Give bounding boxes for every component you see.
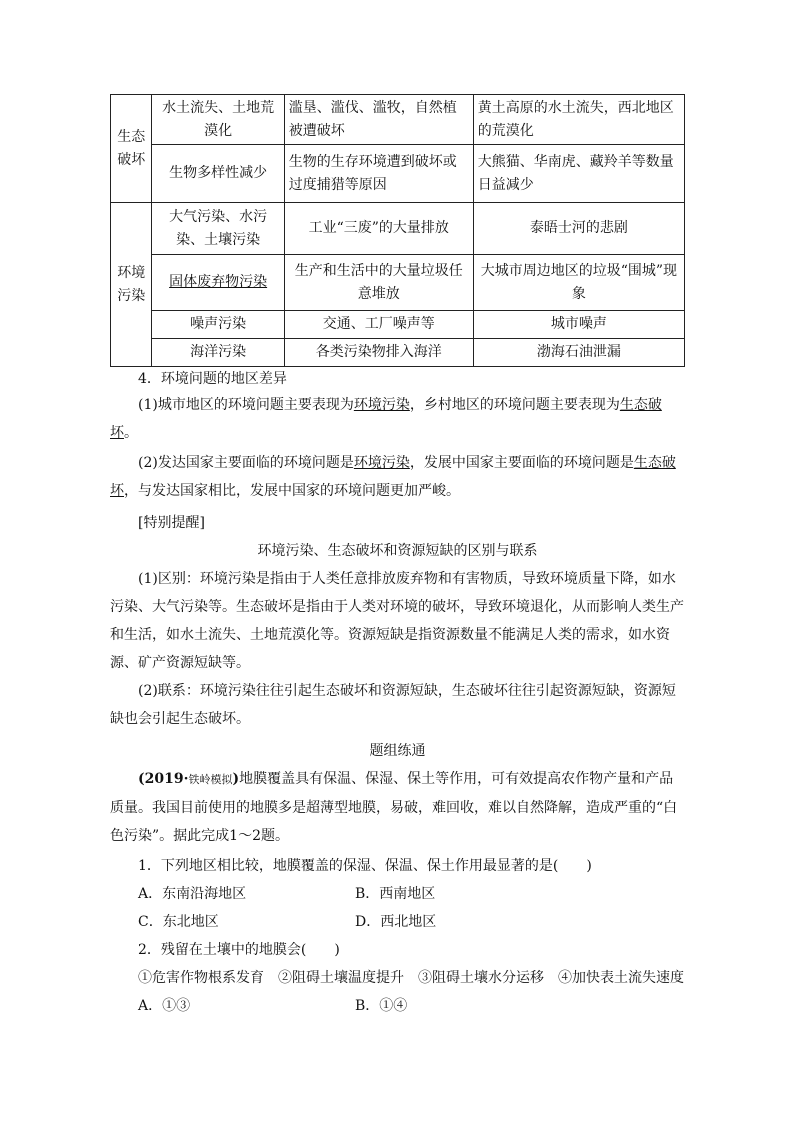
text: (2)发达国家主要面临的环境问题是 xyxy=(138,455,354,471)
underlined-term: 环境污染 xyxy=(353,397,410,413)
option-a[interactable]: A．东南沿海地区 xyxy=(138,886,247,902)
question-2: 2．残留在土壤中的地膜会( ) xyxy=(138,942,340,958)
option-b[interactable]: B．①④ xyxy=(355,998,408,1014)
underlined-term: 环境污染 xyxy=(353,455,410,471)
intro-text: 地膜覆盖具有保温、保湿、保土等作用，可有效提高农作物产量和产品质量。我国目前使用的地膜多是超薄型地膜，易破，难回收，难以自然降解，造成严重的“白色污染”。据此完成1～2题。 xyxy=(110,771,678,844)
cause-cell: 滥垦、滥伐、滥牧，自然植被遭破坏 xyxy=(284,95,473,145)
source-name: 铁岭模拟 xyxy=(188,773,233,786)
table-row xyxy=(111,203,685,255)
paragraph: (2)联系：环境污染往往引起生态破坏和资源短缺，生态破坏往往引起资源短缺，资源短缺也会引起生态破坏。 xyxy=(110,683,676,727)
section-heading: 4．环境问题的地区差异 xyxy=(138,371,287,387)
table-row xyxy=(111,95,685,145)
text: ，乡村地区的环境问题主要表现为 xyxy=(409,397,620,413)
example-cell: 城市噪声 xyxy=(473,311,684,339)
problem-cell: 海洋污染 xyxy=(152,339,284,367)
cause-cell: 工业“三废”的大量排放 xyxy=(284,203,473,255)
problem-cell: 生物多样性减少 xyxy=(152,145,284,203)
paragraph xyxy=(110,449,685,505)
table-row xyxy=(111,145,685,203)
table-row xyxy=(111,339,685,367)
category-cell: 环境污染 xyxy=(111,203,152,367)
paragraph: (1)区别：环境污染是指由于人类任意排放废弃物和有害物质，导致环境质量下降，如水污染、大气污染等。生态破坏是指由于人类对环境的破坏，导致环境退化，从而影响人类生产和生活，如水土流失、土地荒漠化等。资源短缺是指资源数量不能满足人类的需求，如水资源、矿产资源短缺等。 xyxy=(110,571,684,671)
tip-label: [特别提醒] xyxy=(138,515,205,531)
example-cell: 泰晤士河的悲剧 xyxy=(473,203,684,255)
cause-cell: 生物的生存环境遭到破坏或过度捕猎等原因 xyxy=(284,145,473,203)
option-a[interactable]: A．①③ xyxy=(138,998,191,1014)
source-year: (2019· xyxy=(138,771,189,787)
category-cell: 生态破坏 xyxy=(111,95,152,203)
question-1: 1．下列地区相比较，地膜覆盖的保湿、保温、保土作用最显著的是( ) xyxy=(138,858,592,874)
paragraph xyxy=(110,391,685,447)
options-row xyxy=(110,908,685,936)
paragraph xyxy=(110,765,685,850)
table-row xyxy=(111,311,685,339)
underlined-term: 生态破坏 xyxy=(110,397,662,441)
practice-title: 题组练通 xyxy=(369,743,426,759)
problem-text: 固体废弃物污染 xyxy=(169,274,268,290)
table-row xyxy=(111,255,685,311)
example-cell: 大熊猫、华南虎、藏羚羊等数量日益减少 xyxy=(473,145,684,203)
text: ，发展中国家主要面临的环境问题是 xyxy=(409,455,634,471)
underlined-term: 生态破坏 xyxy=(110,455,676,499)
tip-title: 环境污染、生态破坏和资源短缺的区别与联系 xyxy=(257,543,538,559)
option-d[interactable]: D．西北地区 xyxy=(355,914,437,930)
option-b[interactable]: B．西南地区 xyxy=(355,886,436,902)
options-row xyxy=(110,880,685,908)
page xyxy=(110,94,685,1020)
statements: ①危害作物根系发育 ②阻碍土壤温度提升 ③阻碍土壤水分运移 ④加快表土流失速度 xyxy=(138,970,684,986)
text: (1)城市地区的环境问题主要表现为 xyxy=(138,397,354,413)
cause-cell: 各类污染物排入海洋 xyxy=(284,339,473,367)
source-end: ) xyxy=(232,771,240,787)
problem-cell: 水土流失、土地荒漠化 xyxy=(152,95,284,145)
option-c[interactable]: C．东北地区 xyxy=(138,914,219,930)
example-cell: 黄土高原的水土流失，西北地区的荒漠化 xyxy=(473,95,684,145)
example-cell: 渤海石油泄漏 xyxy=(473,339,684,367)
options-row xyxy=(110,992,685,1020)
example-cell: 大城市周边地区的垃圾“围城”现象 xyxy=(473,255,684,311)
text: ，与发达国家相比，发展中国家的环境问题更加严峻。 xyxy=(124,483,460,499)
problem-cell: 噪声污染 xyxy=(152,311,284,339)
text: 。 xyxy=(124,425,138,441)
cause-cell: 交通、工厂噪声等 xyxy=(284,311,473,339)
section-4 xyxy=(110,367,685,1020)
cause-cell: 生产和生活中的大量垃圾任意堆放 xyxy=(284,255,473,311)
problem-cell: 大气污染、水污染、土壤污染 xyxy=(152,203,284,255)
problem-cell xyxy=(152,255,284,311)
environment-problems-table xyxy=(110,94,685,367)
